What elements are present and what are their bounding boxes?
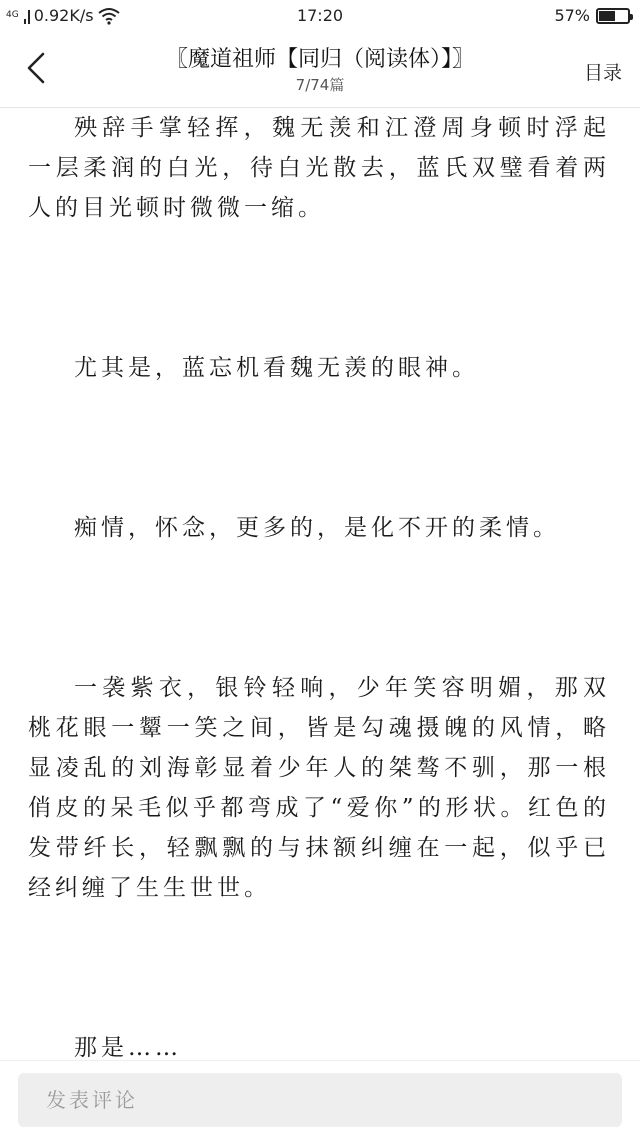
- battery-icon: [596, 8, 630, 24]
- toc-button[interactable]: 目录: [583, 62, 622, 84]
- paragraph: 一袭紫衣，银铃轻响，少年笑容明媚，那双桃花眼一颦一笑之间，皆是勾魂摄魄的风情，略显凌乱的刘海彰显着少年人的桀骜不驯，那一根俏皮的呆毛似乎都弯成了“爱你”的形状。红色的发带纤长，轻飘飘的与抹额纠缠在一起，似乎已经纠缠了生生世世。: [28, 675, 610, 901]
- status-right: [554, 6, 630, 25]
- network-type: 4G: [6, 10, 19, 20]
- chevron-left-icon: [24, 51, 48, 85]
- network-speed: 0.92K/s: [33, 6, 94, 25]
- paragraph: 那是……: [74, 1035, 182, 1058]
- article-content[interactable]: [0, 108, 640, 1058]
- article-title: 〖魔道祖师【同归（阅读体）】〗: [165, 47, 474, 72]
- back-button[interactable]: [14, 46, 58, 90]
- battery-fill: [599, 11, 615, 21]
- reader-header: [0, 32, 640, 108]
- comment-bar: [0, 1060, 640, 1138]
- comment-input[interactable]: 发表评论: [18, 1073, 622, 1127]
- paragraph: 尤其是，蓝忘机看魏无羡的眼神。: [74, 355, 479, 381]
- status-bar: [0, 0, 640, 32]
- paragraph: 殃辞手掌轻挥，魏无羡和江澄周身顿时浮起一层柔润的白光，待白光散去，蓝氏双璧看着两人的目光顿时微微一缩。: [28, 115, 610, 221]
- clock: 17:20: [296, 6, 344, 25]
- chapter-progress: 7/74篇: [295, 76, 345, 94]
- battery-percent: 57%: [554, 6, 590, 25]
- paragraph: 痴情，怀念，更多的，是化不开的柔情。: [74, 515, 560, 541]
